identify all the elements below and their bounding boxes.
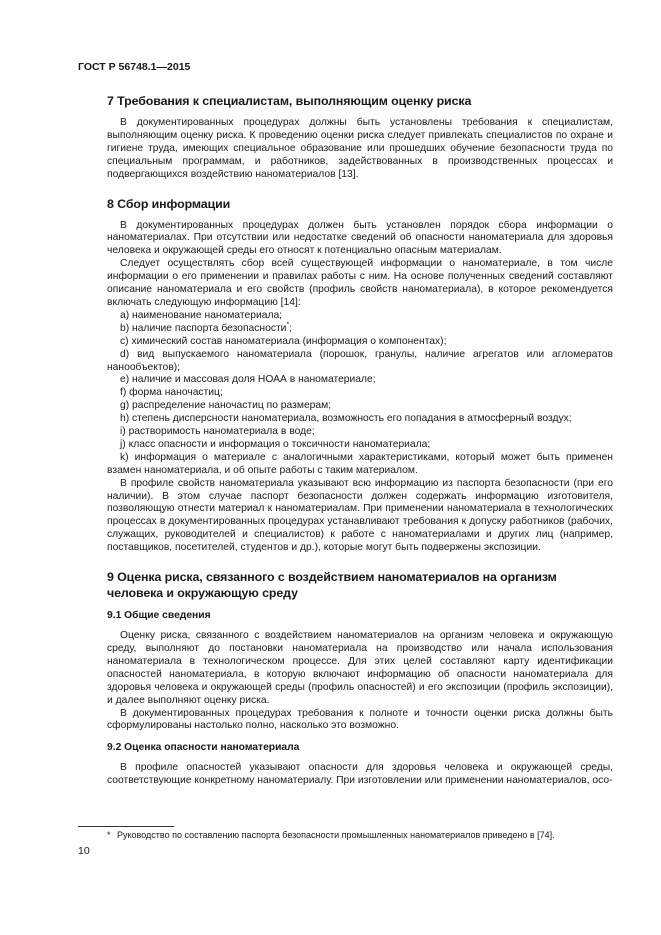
subsection-9-1 <box>107 609 613 733</box>
section-9 <box>107 569 613 788</box>
list-item-d: d) вид выпускаемого наноматериала (порошок, гранулы, наличие агрегатов или агломератов нанообъектов); <box>107 348 613 373</box>
page-number: 10 <box>78 845 90 857</box>
section-8-paragraph-2: Следует осуществлять сбор всей существующей информации о наноматериале, в том числе информации о его применении и правилах работы с ним. На основе полученных сведений составляют описание наноматериала и его свойств (профиль свойств наноматериала), в которое рекомендуется включать следующую информацию [14]: <box>107 258 613 308</box>
list-item-b-end: ; <box>289 322 293 334</box>
list-item-h: h) степень дисперсности наноматериала, возможность его попадания в атмосферный воздух; <box>120 413 572 425</box>
section-8 <box>107 196 613 556</box>
section-7-paragraph: В документированных процедурах должны быть установлены требования к специалистам, выполняющим оценку риска. К проведению оценки риска следует привлекать специалистов по охране и гигиене труда, имеющих специальное образование или прошедших обучение безопасности труда по специальным программам, и работников, задействованных в производственных процессах и подвергающихся воздействию наноматериалов [13]. <box>107 117 613 180</box>
footnote <box>107 830 617 841</box>
subsection-9-2 <box>107 741 613 788</box>
section-8-paragraph-1: В документированных процедурах должен быть установлен порядок сбора информации о наноматериалах. При отсутствии или недостатке сведений об опасности наноматериала для здоровья человека и окружающей среды его относят к потенциально опасным материалам. <box>107 219 613 257</box>
list-item-a: a) наименование наноматериала; <box>120 309 283 321</box>
footnote-text: Руководство по составлению паспорта безопасности промышленных наноматериалов приведено в [74]. <box>117 830 555 840</box>
footnote-mark: * <box>107 830 111 840</box>
list-item-b <box>107 323 613 336</box>
list-item-e: e) наличие и массовая доля НОАА в наноматериале; <box>120 374 376 386</box>
page-content <box>107 93 613 798</box>
list-item-i: i) растворимость наноматериала в воде; <box>120 426 315 438</box>
footnote-divider <box>78 826 174 827</box>
subsection-9-1-title: 9.1 Общие сведения <box>107 610 211 622</box>
section-9-title: 9 Оценка риска, связанного с воздействием наноматериалов на организм человека и окружающую среду <box>107 570 557 601</box>
subsection-9-1-paragraph-2: В документированных процедурах требования к полноте и точности оценки риска должны быть сформулированы настолько полно, насколько это возможно. <box>107 707 613 732</box>
list-item-k: k) информация о материале с аналогичными характеристиками, который может быть применен взамен наноматериала, и об опыте работы с таким материалом. <box>107 451 613 476</box>
list-item-c: c) химический состав наноматериала (информация о компонентах); <box>120 335 447 347</box>
subsection-9-1-paragraph-1: Оценку риска, связанного с воздействием наноматериалов на организм человека и окружающую среду, выполняют до постановки наноматериала на производство или начала использования наноматериала в технологическом процессе. Для этих целей составляют карту идентификации опасностей наноматериала, в которую включают информацию об опасности наноматериала для здоровья человека и окружающей среды (профиль опасностей) и его экспозиции (профиль экспозиции), и далее выполняют оценку риска. <box>107 630 613 706</box>
list-item-f: f) форма наночастиц; <box>120 387 223 399</box>
list-item-b-text: b) наличие паспорта безопасности <box>120 322 287 334</box>
document-header: ГОСТ Р 56748.1—2015 <box>78 61 191 73</box>
list-item-j: j) класс опасности и информация о токсичности наноматериала; <box>120 438 431 450</box>
subsection-9-2-title: 9.2 Оценка опасности наноматериала <box>107 742 300 754</box>
section-8-title: 8 Сбор информации <box>107 196 231 211</box>
section-7 <box>107 93 613 182</box>
subsection-9-2-paragraph-1: В профиле опасностей указывают опасности для здоровья человека и окружающей среды, соответствующие конкретному наноматериалу. При изготовлении или применении наноматериалов, осо- <box>107 762 613 787</box>
list-item-g: g) распределение наночастиц по размерам; <box>120 400 332 412</box>
section-7-title: 7 Требования к специалистам, выполняющим оценку риска <box>107 94 472 108</box>
footnote-ref[interactable]: * <box>286 321 290 329</box>
section-8-paragraph-3: В профиле свойств наноматериала указывают всю информацию из паспорта безопасности (при его наличии). В этом случае паспорт безопасности должен содержать информацию изготовителя, позволяющую отнести материал к наноматериалам. При применении наноматериала в технологических процессах в документированных процедурах устанавливают требования к допуску работников (рабочих, служащих, руководителей и специалистов) к работе с наноматериалами и других лиц (например, поставщиков, посетителей, студентов и др.), которые могут быть подвержены экспозиции. <box>107 477 613 554</box>
